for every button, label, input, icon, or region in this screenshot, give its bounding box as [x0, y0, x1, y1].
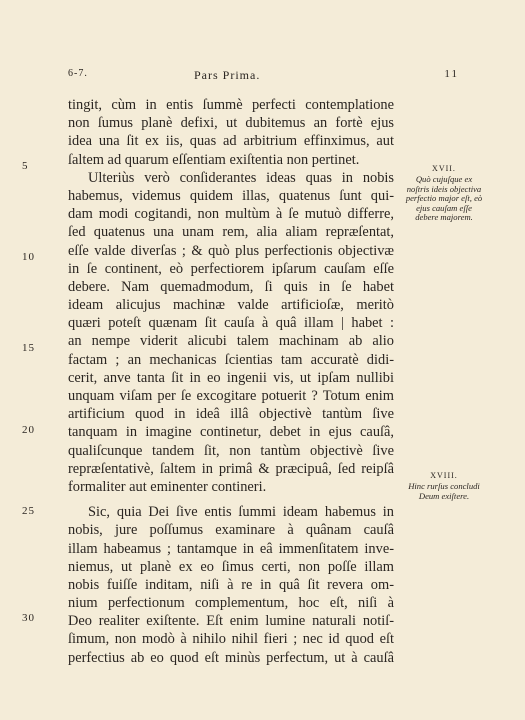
line-number: 25 — [22, 505, 35, 517]
text-line: ſed quatenus una unam rem, alia aliam repræſentat, — [68, 224, 394, 241]
text-line: habemus, videmus quidem illas, quatenus ſunt qui- — [68, 187, 394, 204]
text-line: unquam viſam per ſe excogitare potuerit ? Totum enim — [68, 388, 394, 404]
text-line: niemus, ut planè ex eo ſimus certi, non poſſe illam — [68, 558, 394, 575]
page-number: 11 — [444, 68, 459, 80]
text-line: ſaltem ad quarum eſſentiam exiſtentia non pertinet. — [68, 151, 360, 168]
text-line: Deo realiter exiſtente. Eſt enim lumine naturali notiſ- — [68, 613, 394, 630]
body-text — [68, 96, 394, 667]
text-line: formaliter aut eminenter contineri. — [68, 478, 267, 495]
text-line: nium perfectionum complementum, hoc eſt, niſi à — [68, 595, 394, 612]
text-line: Sic, quia Dei ſive entis ſummi ideam habemus in — [88, 504, 394, 521]
line-number: 5 — [22, 160, 29, 172]
text-line: nobis fuiſſe inditam, niſi à re in quâ ſit revera om- — [68, 576, 394, 593]
text-line: perfectius ab eo quod eſt minùs perfectum, ut à cauſâ — [68, 649, 394, 666]
text-line: tanquam in imagine continetur, debet in ejus cauſâ, — [68, 424, 394, 441]
text-line: non ſumus planè defixi, ut dubitemus an fortè ejus — [68, 115, 394, 132]
margin-note — [404, 164, 484, 223]
text-line: ſimum, non modò à nihilo nihil fieri ; nec id quod eſt — [68, 631, 394, 648]
page-reference: 6-7. — [68, 68, 88, 79]
line-number: 15 — [22, 342, 35, 354]
text-line: in ſe continent, eò perfectiorem ipſarum cauſam eſſe — [68, 260, 394, 277]
text-line: quæri poteſt quænam ſit cauſa à quâ illam | habet : — [68, 315, 394, 332]
text-line: tingit, cùm in entis ſummè perfecti contemplatione — [68, 97, 394, 113]
margin-note-text: Quò cujuſque ex noſtris ideis objectiva perfectio major eſt, eò ejus cauſam eſſe debere majorem. — [405, 174, 483, 222]
margin-note-number: XVII. — [432, 164, 456, 173]
text-line: debere. Nam quemadmodum, ſi quis in ſe habet — [68, 278, 394, 295]
text-line: nobis, jure poſſumus examinare à quânam cauſâ — [68, 522, 394, 539]
running-header — [0, 68, 525, 84]
text-line: repræſentativè, ſaltem in primâ & præcipuâ, ſed reipſâ — [68, 460, 394, 477]
text-line: ideam alicujus machinæ valde artificioſæ, meritò — [68, 297, 394, 314]
line-number: 20 — [22, 424, 35, 436]
margin-note — [404, 471, 484, 501]
text-line: an nempe viderit alicubi talem machinam ab alio — [68, 333, 394, 350]
text-line: idea una ſit ex iis, quas ad arbitrium effinximus, aut — [68, 133, 394, 150]
text-line: factam ; an mechanicas ſcientias tam accuratè didi- — [68, 351, 394, 368]
text-line: dam modi cogitandi, non multùm à ſe mutuò differre, — [68, 206, 394, 223]
margin-note-number: XVIII. — [430, 471, 458, 480]
line-number: 10 — [22, 251, 35, 263]
text-line: cerit, anve tanta ſit in eo ingenii vis, ut ipſam nullibi — [68, 369, 394, 386]
line-number: 30 — [22, 612, 35, 624]
text-line: artificium quod in ideâ illâ objectivè tantùm ſive — [68, 406, 394, 423]
text-line: illam habeamus ; tantamque in eâ immenſitatem inve- — [68, 540, 394, 557]
text-line: Ulteriùs verò conſiderantes ideas quas in nobis — [88, 169, 394, 186]
text-line: eſſe valde diverſas ; & quò plus perfectionis objectivæ — [68, 242, 394, 259]
text-line: qualiſcunque tandem ſit, non tantùm objectivè ſive — [68, 442, 394, 459]
running-title: Pars Prima. — [194, 68, 261, 82]
margin-note-text: Hinc rurſus concludi Deum exiſtere. — [408, 481, 480, 501]
